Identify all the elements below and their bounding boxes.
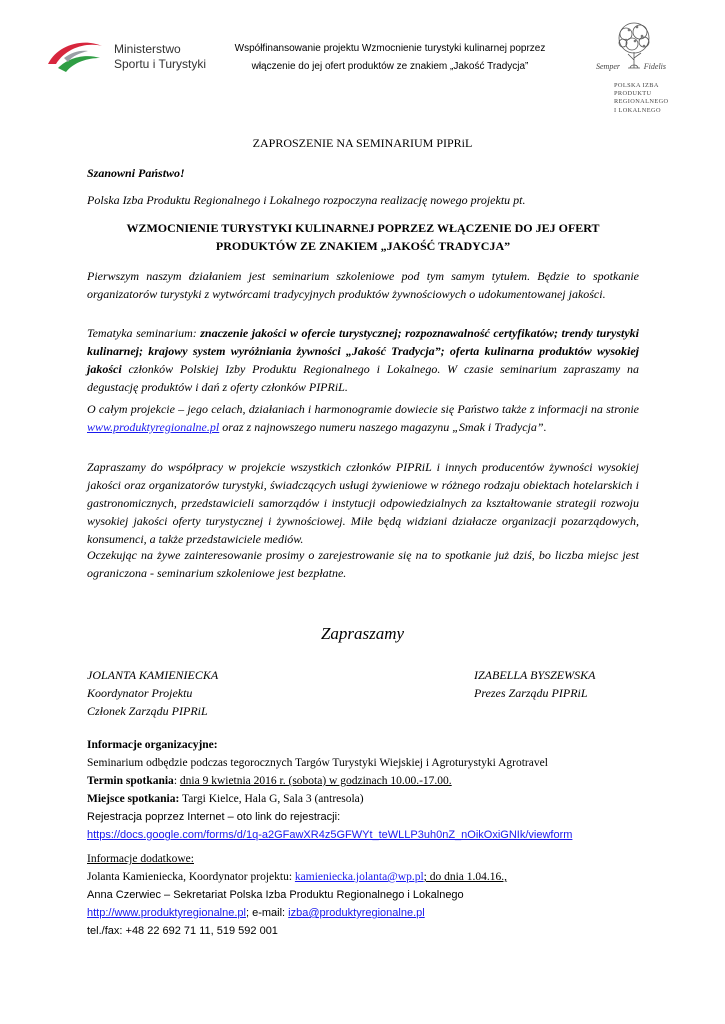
ministry-name-line2: Sportu i Turystyki — [114, 57, 207, 71]
secretariat-line: Anna Czerwiec – Sekretariat Polska Izba Produktu Regionalnego i Lokalnego — [87, 889, 464, 901]
ministry-swoosh-icon — [44, 34, 106, 74]
paragraph-seminar: Pierwszym naszym działaniem jest seminarium szkoleniowe pod tym samym tytułem. Będzie to spotkanie organizatorów turystyki z wytwórcami tradycyjnych produktów żywnościowych o udokumentowanej jakości. — [87, 269, 639, 301]
closing-text: Zapraszamy — [320, 624, 405, 643]
website-link[interactable]: www.produktyregionalne.pl — [87, 420, 220, 434]
paragraph-invitation: Zapraszamy do współpracy w projekcie wszystkich członków PIPRiL i innych producentów żywności wysokiej jakości oraz organizatorów turystyki, świadczących usługi żywieniowe w różnego rodzaju obiektach hotelarskich i gastronomicznych, przedstawicieli samorządów i instytucji odpowiedzialnych za kształtowanie strategii rozwoju wysokiej jakości oferty turystycznej i żywnościowej. Miłe będą widziani działacze organizacji pozarządowych, konsumenci, a także przedstawiciele mediów. — [87, 460, 639, 546]
intro-text: Polska Izba Produktu Regionalnego i Lokalnego rozpoczyna realizację nowego projektu pt. — [87, 193, 526, 207]
org-info-heading: Informacje organizacyjne: — [87, 739, 218, 751]
ministry-logo — [44, 34, 214, 78]
pipril-motto-fidelis: Fidelis — [643, 62, 666, 71]
registration-link[interactable]: https://docs.google.com/forms/d/1q-a2GFawXR4z5GFWYt_teWLLP3uh0nZ_nOikOxiGNIk/viewform — [87, 829, 573, 841]
coordinator-label: Jolanta Kamieniecka, Koordynator projektu: — [87, 871, 295, 883]
paragraph-project-info — [87, 400, 639, 436]
project-title-line1: WZMOCNIENIE TURYSTYKI KULINARNEJ POPRZEZ WŁĄCZENIE DO JEJ OFERT — [126, 221, 600, 235]
org-info-place — [87, 790, 647, 808]
project-title-line2: PRODUKTÓW ZE ZNAKIEM „JAKOŚĆ TRADYCJA” — [215, 239, 511, 253]
place-label: Miejsce spotkania: — [87, 793, 180, 805]
ministry-name-line1: Ministerstwo — [114, 42, 181, 56]
date-value: dnia 9 kwietnia 2016 r. (sobota) w godzinach 10.00.-17.00. — [179, 775, 452, 787]
pipril-org-line: POLSKA IZBA — [614, 82, 659, 89]
signatory-right-role: Prezes Zarządu PIPRiL — [474, 686, 588, 700]
date-label: Termin spotkania — [87, 775, 174, 787]
place-value: Targi Kielce, Hala G, Sala 3 (antresola) — [179, 793, 364, 805]
extra-info-heading: Informacje dodatkowe: — [87, 853, 194, 865]
website-url-link[interactable]: http://www.produktyregionalne.pl — [87, 907, 246, 919]
cofinance-line1: Współfinansowanie projektu Wzmocnienie turystyki kulinarnej poprzez — [234, 43, 546, 54]
signatory-right-name: IZABELLA BYSZEWSKA — [474, 668, 596, 682]
cofinance-line2: włączenie do jej ofert produktów ze znakiem „Jakość Tradycja” — [251, 61, 529, 72]
project-title — [87, 219, 639, 255]
pipril-motto — [596, 62, 666, 71]
topics-suffix: członków Polskiej Izby Produktu Regionalnego i Lokalnego. W czasie seminarium zapraszamy na degustację produktów i dań z oferty członków PIPRiL. — [87, 362, 639, 394]
pipril-org-line: REGIONALNEGO — [614, 98, 669, 106]
topics-list: znaczenie jakości w ofercie turystycznej; rozpoznawalność certyfikatów; trendy turystyki kulinarnej; krajowy system wyróżniania żywności „Jakość Tradycja”; oferta kulinarna produktów wysokiej jakości — [87, 326, 639, 376]
signatory-right — [474, 666, 595, 702]
extra-info-section — [87, 850, 647, 940]
signatory-left — [87, 666, 218, 720]
email-label: ; e-mail: — [245, 907, 289, 919]
deadline-text: ; do dnia 1.04.16., — [423, 871, 508, 883]
registration-text: Rejestracja poprzez Internet – oto link do rejestracji: — [87, 811, 341, 823]
org-info-section — [87, 736, 647, 844]
coordinator-email-link[interactable]: kamieniecka.jolanta@wp.pl — [294, 871, 424, 883]
org-info-line: Seminarium odbędzie podczas tegorocznych Targów Turystyki Wiejskiej i Agroturystyki Agrotravel — [87, 757, 548, 769]
project-info-after: oraz z najnowszego numeru naszego magazynu „Smak i Tradycja”. — [219, 420, 547, 434]
project-info-before: O całym projekcie – jego celach, działaniach i harmonogramie dowiecie się Państwo także z informacji na stronie — [87, 402, 639, 416]
pipril-org-name — [614, 82, 670, 115]
pipril-org-line: PRODUKTU — [614, 90, 652, 98]
signatory-left-name: JOLANTA KAMIENIECKA — [87, 668, 219, 682]
phone-line: tel./fax: +48 22 692 71 11, 519 592 001 — [87, 925, 278, 937]
pipril-logo — [596, 18, 672, 133]
paragraph-registration: Oczekując na żywe zainteresowanie prosimy o zarejestrowanie się na to spotkanie już dziś, bo liczba miejsc jest ograniczona - seminarium szkoleniowe jest bezpłatne. — [87, 548, 639, 580]
topics-prefix: Tematyka seminarium: — [87, 326, 201, 340]
document-title: ZAPROSZENIE NA SEMINARIUM PIPRiL — [252, 136, 473, 150]
paragraph-topics — [87, 324, 639, 396]
izba-email-link[interactable]: izba@produktyregionalne.pl — [288, 907, 425, 919]
coordinator-contact — [87, 868, 647, 886]
org-info-date: Termin spotkania: dnia 9 kwietnia 2016 r. (sobota) w godzinach 10.00.-17.00. — [87, 775, 452, 787]
signatory-left-role: Koordynator Projektu — [87, 686, 193, 700]
pipril-motto-semper: Semper — [596, 62, 620, 71]
pipril-org-line: I LOKALNEGO — [614, 106, 661, 114]
cofinance-note — [210, 40, 570, 76]
signatory-left-role: Członek Zarządu PIPRiL — [87, 704, 208, 718]
contact-links — [87, 904, 647, 922]
greeting: Szanowni Państwo! — [87, 166, 185, 180]
